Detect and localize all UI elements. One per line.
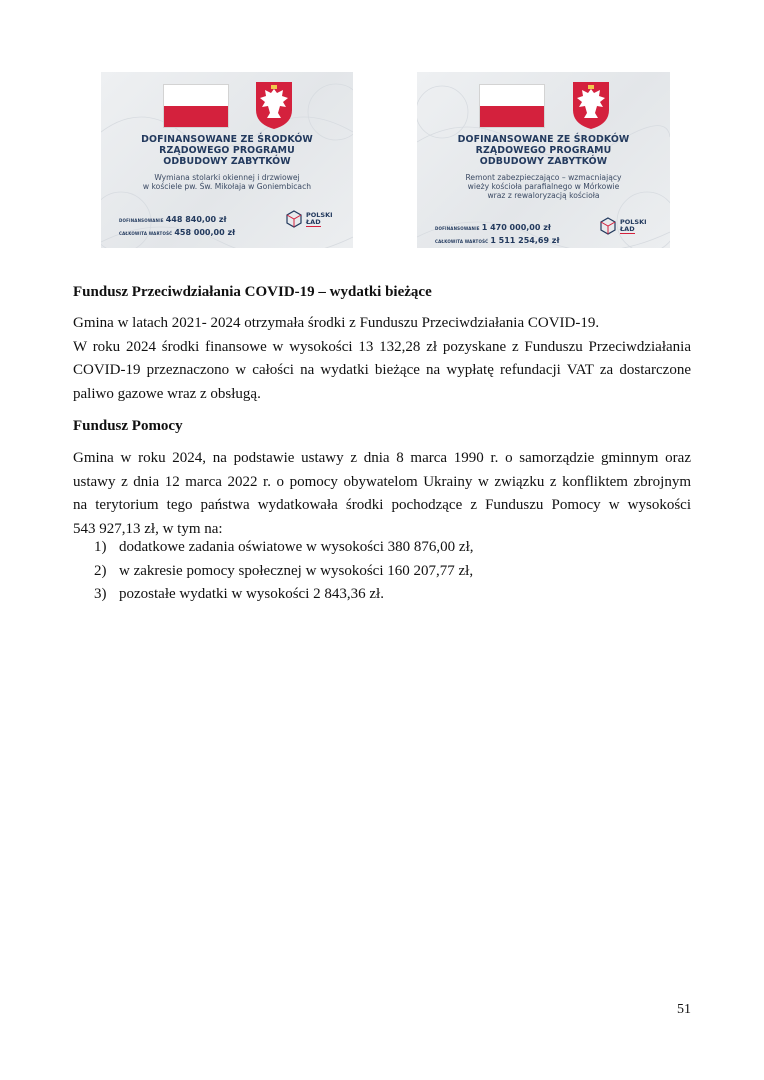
banner-headline: DOFINANSOWANE ZE ŚRODKÓW RZĄDOWEGO PROGRAMU ODBUDOWY ZABYTKÓW bbox=[141, 134, 313, 167]
banner-amounts: DOFINANSOWANIE 1 470 000,00 zł CAŁKOWITA WARTOŚĆ 1 511 254,69 zł bbox=[435, 223, 560, 245]
section-heading-fundusz-pomocy: Fundusz Pomocy bbox=[73, 418, 183, 434]
text-line: paliwo gazowe wraz z obsługą. bbox=[73, 385, 261, 402]
banner-amounts: DOFINANSOWANIE 448 840,00 zł CAŁKOWITA WARTOŚĆ 458 000,00 zł bbox=[119, 215, 236, 237]
list-item: 2) w zakresie pomocy społecznej w wysokości 160 207,77 zł, bbox=[94, 562, 474, 579]
text-line: W roku 2024 środki finansowe w wysokości 13 132,28 zł pozyskane z Funduszu Przeciwdziałania bbox=[73, 338, 691, 355]
polish-flag-icon bbox=[479, 84, 545, 128]
polski-lad-logo-icon bbox=[599, 217, 617, 235]
text-line: COVID-19 przeznaczono w całości na wydatki bieżące na wypłatę refundacji VAT za dostarczone bbox=[73, 362, 691, 378]
text-line: Gmina w latach 2021- 2024 otrzymała środki z Funduszu Przeciwdziałania COVID-19. bbox=[73, 315, 600, 331]
page-number: 51 bbox=[677, 1002, 691, 1017]
polski-lad-logo: POLSKI ŁAD bbox=[285, 210, 333, 228]
eagle-emblem-icon bbox=[254, 80, 294, 130]
funding-banner-goniembice bbox=[101, 72, 353, 248]
polski-lad-logo-icon bbox=[285, 210, 303, 228]
text-line: Gmina w roku 2024, na podstawie ustawy z dnia 8 marca 1990 r. o samorządzie gminnym oraz bbox=[73, 450, 691, 466]
expense-list bbox=[94, 536, 474, 607]
funding-banner-morkowo bbox=[417, 72, 670, 248]
list-item: 1) dodatkowe zadania oświatowe w wysokości 380 876,00 zł, bbox=[94, 539, 474, 555]
paragraph-fundusz-pomocy bbox=[73, 447, 691, 541]
eagle-emblem-icon bbox=[571, 80, 611, 130]
polski-lad-logo: POLSKI ŁAD bbox=[599, 217, 647, 235]
paragraph-covid bbox=[73, 312, 691, 406]
section-heading-covid: Fundusz Przeciwdziałania COVID-19 – wydatki bieżące bbox=[73, 284, 432, 300]
text-line: 543 927,13 zł, w tym na: bbox=[73, 520, 223, 537]
text-line: ustawy z dnia 12 marca 2022 r. o pomocy obywatelom Ukrainy w związku z konfliktem zbrojnym bbox=[73, 473, 691, 490]
banner-headline: DOFINANSOWANE ZE ŚRODKÓW RZĄDOWEGO PROGRAMU ODBUDOWY ZABYTKÓW bbox=[457, 134, 630, 167]
list-item: 3) pozostałe wydatki w wysokości 2 843,36 zł. bbox=[94, 586, 384, 602]
polish-flag-icon bbox=[163, 84, 229, 128]
banner-project-description: Remont zabezpieczająco – wzmacniający wieży kościoła parafialnego w Mórkowie wraz z rewaloryzacją kościoła bbox=[465, 173, 622, 200]
text-line: na terytorium tego państwa wydatkowała środki pochodzące z Funduszu Pomocy w wysokości bbox=[73, 497, 691, 513]
banner-project-description: Wymiana stolarki okiennej i drzwiowej w kościele pw. Św. Mikołaja w Goniembicach bbox=[142, 173, 312, 191]
